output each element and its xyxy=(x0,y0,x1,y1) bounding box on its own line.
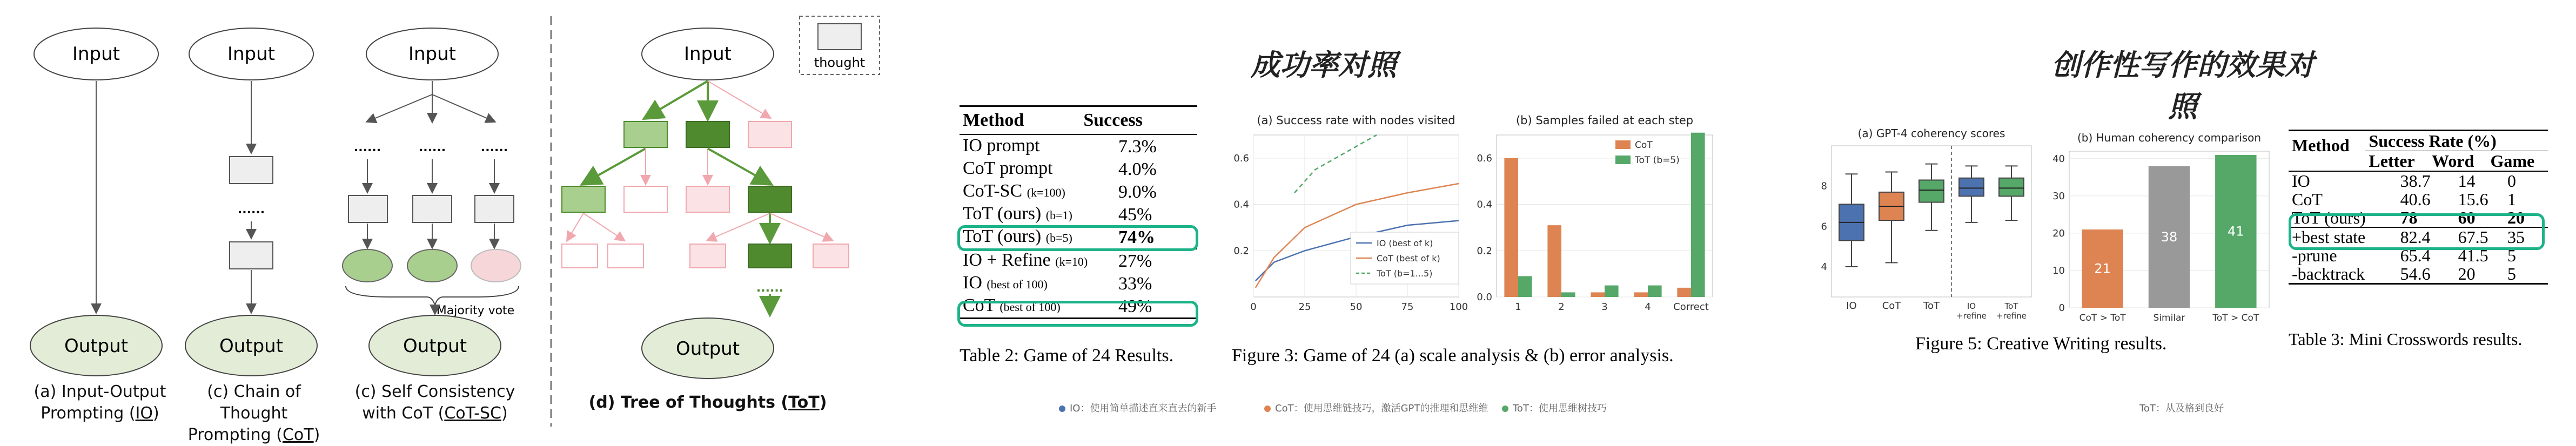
section-title-writing: 创作性写作的效果对照 xyxy=(2051,48,2314,124)
fig5-caption: Figure 5: Creative Writing results. xyxy=(1915,334,2167,354)
y-tick-label: 0.6 xyxy=(1233,152,1249,164)
table3: Method Success Rate (%) Letter Word Game IO 38.7 14 0 CoT 40.6 15.6 1 ToT (ours) 78 60 20 +best state 82.4 67.5 35 -prune 65.4 41.5 5 -backtrack 54.6 20 5 xyxy=(2289,130,2548,285)
legend-swatch xyxy=(1615,156,1631,164)
table2-header: Method Success xyxy=(960,107,1197,134)
fig5-box-chart xyxy=(1804,124,2037,340)
bar xyxy=(1504,158,1518,297)
caption-cot-sc: (c) Self Consistency with CoT (CoT-SC) xyxy=(354,382,515,423)
table2-row: CoT (best of 100) 49% xyxy=(963,295,1152,316)
svg-text:Input: Input xyxy=(683,43,732,65)
plot-area xyxy=(1497,135,1713,297)
thought-diagram xyxy=(0,0,897,436)
y-tick-label: 10 xyxy=(2052,265,2065,276)
x-tick-label: CoT > ToT xyxy=(2079,313,2126,323)
y-tick-label: 0.0 xyxy=(1477,292,1492,303)
x-tick-label: 3 xyxy=(1601,301,1608,313)
legend-label: CoT xyxy=(1635,140,1653,151)
x-tick-label: ToT xyxy=(1923,300,1940,312)
box xyxy=(1999,178,2024,197)
bar-value-label: 38 xyxy=(2161,229,2178,245)
bar xyxy=(1518,276,1532,297)
bar xyxy=(1691,133,1705,297)
table2-row: IO prompt 7.3% xyxy=(963,136,1157,157)
chart-title: (b) Samples failed at each step xyxy=(1515,114,1694,127)
y-tick-label: 6 xyxy=(1821,221,1827,233)
legend-label: ToT (b=5) xyxy=(1635,155,1680,166)
svg-text:Input: Input xyxy=(408,43,457,65)
majority-vote-label: Majority vote xyxy=(436,304,515,317)
bar xyxy=(1677,288,1691,297)
y-tick-label: 0.2 xyxy=(1233,245,1249,257)
cot-thought-1 xyxy=(230,157,273,184)
table2-row: CoT-SC (k=100) 9.0% xyxy=(963,181,1157,202)
y-tick-label: 0.4 xyxy=(1233,199,1249,211)
fig3-bar-chart xyxy=(1470,108,1723,335)
box xyxy=(1959,178,1984,197)
svg-text:Output: Output xyxy=(403,335,467,357)
svg-text:Output: Output xyxy=(675,338,740,360)
io-input-label: Input xyxy=(72,43,120,65)
y-tick-label: 0.2 xyxy=(1477,245,1492,257)
caption-cot: (c) Chain of Thought Prompting (CoT) xyxy=(187,382,320,444)
fig3-line-chart xyxy=(1221,108,1470,335)
table3-row: IO 38.7 14 0 xyxy=(2292,171,2516,191)
svg-text:Input: Input xyxy=(227,43,276,65)
section-title-success: 成功率对照 xyxy=(1251,48,1397,82)
svg-text:......: ...... xyxy=(756,281,784,295)
fig3-caption: Figure 3: Game of 24 (a) scale analysis & (b) error analysis. xyxy=(1232,346,1674,366)
y-tick-label: 0.4 xyxy=(1477,199,1492,211)
legend-label: CoT (best of k) xyxy=(1377,253,1440,263)
legend-label: ToT (b=1...5) xyxy=(1377,268,1433,279)
table2-row: ToT (ours) (b=1) 45% xyxy=(963,204,1152,225)
svg-text:......: ...... xyxy=(418,141,446,154)
caption-io: (a) Input-Output Prompting (IO) xyxy=(33,382,166,423)
tot-thought-l3-e xyxy=(813,244,849,268)
svg-text:Output: Output xyxy=(219,335,284,357)
y-tick-label: 20 xyxy=(2052,227,2065,239)
caption-tot: (d) Tree of Thoughts (ToT) xyxy=(588,393,827,412)
y-tick-label: 0.6 xyxy=(1477,152,1492,164)
sc-thought-c xyxy=(475,195,514,222)
table2-row: IO + Refine (k=10) 27% xyxy=(963,250,1152,271)
bar xyxy=(1648,286,1662,297)
x-tick-label: 2 xyxy=(1558,301,1565,313)
sc-answer-a xyxy=(343,249,392,282)
bar-value-label: 41 xyxy=(2228,224,2244,239)
tot-thought-l1-c xyxy=(748,121,791,147)
panel-tot xyxy=(562,16,880,379)
y-tick-label: 40 xyxy=(2052,153,2065,165)
footnote-tot-2: ToT：从及格到良好 xyxy=(2139,403,2224,414)
y-tick-label: 30 xyxy=(2052,190,2065,202)
table2-row: CoT prompt 4.0% xyxy=(963,158,1157,179)
thought-legend-label: thought xyxy=(814,55,866,70)
x-tick-label: Similar xyxy=(2153,313,2185,323)
table2-highlight-cot xyxy=(957,301,1198,327)
tot-thought-l2-a xyxy=(562,186,605,212)
fig5-bar-chart xyxy=(2042,130,2280,340)
bar xyxy=(1561,292,1575,297)
panel-cot-sc xyxy=(343,28,521,376)
bar xyxy=(1547,225,1561,297)
table2 xyxy=(960,105,1197,319)
bar xyxy=(1634,292,1648,297)
tot-thought-l3-d xyxy=(748,244,791,268)
table3-row: -prune 65.4 41.5 5 xyxy=(2292,246,2516,265)
svg-text:......: ...... xyxy=(237,203,265,217)
cot-thought-2 xyxy=(230,242,273,269)
bar xyxy=(1591,292,1605,297)
tot-thought-l2-d xyxy=(748,186,791,212)
tot-thought-l3-b xyxy=(608,244,643,268)
y-tick-label: 8 xyxy=(1821,180,1827,192)
x-tick-label: ToT > CoT xyxy=(2212,313,2259,323)
panel-io xyxy=(30,28,162,376)
table3-highlight xyxy=(2289,213,2545,250)
table3-caption: Table 3: Mini Crosswords results. xyxy=(2289,329,2523,349)
x-tick-label: +refine xyxy=(1956,311,1987,321)
table2-caption: Table 2: Game of 24 Results. xyxy=(960,346,1174,366)
bar-value-label: 21 xyxy=(2094,261,2111,276)
x-tick-label: +refine xyxy=(1996,311,2027,321)
x-tick-label: IO xyxy=(1967,301,1976,311)
tot-thought-l3-a xyxy=(562,244,598,268)
table3-row: ToT (ours) 78 60 20 xyxy=(2292,208,2525,227)
sc-thought-a xyxy=(348,195,387,222)
tot-thought-l2-b xyxy=(624,186,667,212)
table2-row: ToT (ours) (b=5) 74% xyxy=(963,226,1155,247)
footnote-tot: ToT：使用思维树技巧 xyxy=(1502,401,1607,415)
table2-row: IO (best of 100) 33% xyxy=(963,273,1152,294)
table3-row: -backtrack 54.6 20 5 xyxy=(2292,264,2516,283)
sc-answer-b xyxy=(407,249,457,282)
x-tick-label: 100 xyxy=(1449,301,1468,313)
x-tick-label: 50 xyxy=(1350,301,1363,313)
table2-highlight-tot xyxy=(957,225,1198,251)
tot-thought-l3-c xyxy=(690,244,726,268)
svg-text:......: ...... xyxy=(353,141,381,154)
x-tick-label: 4 xyxy=(1645,301,1651,313)
x-tick-label: ToT xyxy=(2004,301,2018,311)
sc-thought-b xyxy=(413,195,452,222)
x-tick-label: Correct xyxy=(1673,301,1709,313)
io-output-label: Output xyxy=(64,335,129,357)
x-tick-label: 75 xyxy=(1401,301,1414,313)
legend-label: IO (best of k) xyxy=(1377,238,1433,248)
chart-title: (a) Success rate with nodes visited xyxy=(1257,114,1455,127)
chart-title: (b) Human coherency comparison xyxy=(2077,131,2262,144)
table3-row: +best state 82.4 67.5 35 xyxy=(2292,227,2525,247)
x-tick-label: 1 xyxy=(1515,301,1521,313)
footnote-cot: CoT：使用思维链技巧，激活GPT的推理和思维维 xyxy=(1264,401,1488,415)
sc-answer-c xyxy=(471,249,521,282)
bar xyxy=(1605,286,1619,297)
tot-thought-l1-b xyxy=(686,121,729,147)
y-tick-label: 4 xyxy=(1821,261,1827,273)
box xyxy=(1919,180,1944,202)
legend-swatch xyxy=(1615,140,1631,149)
x-tick-label: CoT xyxy=(1882,300,1901,312)
chart-title: (a) GPT-4 coherency scores xyxy=(1857,127,2005,140)
table3-row: CoT 40.6 15.6 1 xyxy=(2292,190,2516,209)
y-tick-label: 0 xyxy=(2058,302,2065,314)
svg-text:......: ...... xyxy=(480,141,508,154)
x-tick-label: IO xyxy=(1846,300,1857,312)
panel-cot xyxy=(185,28,317,376)
tot-thought-l1-a xyxy=(624,121,667,147)
footnote-io: IO：使用简单描述直来直去的新手 xyxy=(1059,401,1216,415)
tot-thought-l2-c xyxy=(686,186,729,212)
x-tick-label: 0 xyxy=(1250,301,1257,313)
x-tick-label: 25 xyxy=(1298,301,1311,313)
